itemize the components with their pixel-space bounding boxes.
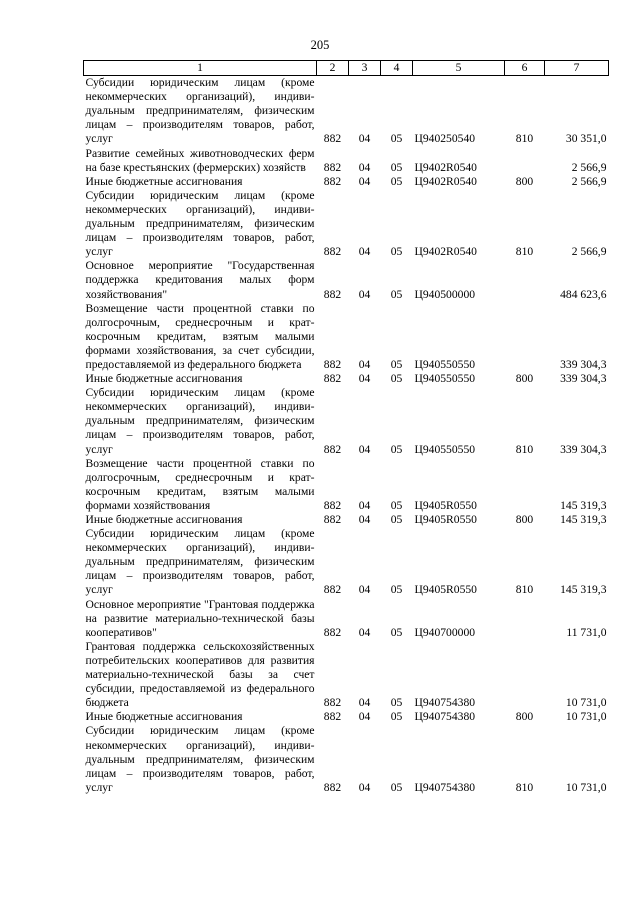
column-header: 1 (84, 61, 317, 76)
table-row (84, 640, 609, 710)
table-body (84, 76, 609, 795)
expense-type-code: 810 (515, 132, 534, 146)
target-article-code: Ц940550550 (414, 357, 476, 371)
item-name: Возмещение части процентной ставки по долгосрочным, среднесрочным и краткосрочным кредитам, взятым малыми формами хозяйствования (85, 456, 315, 512)
expense-type-code (505, 302, 545, 372)
table-row (84, 457, 609, 513)
table-row (84, 147, 609, 175)
target-article-code: Ц940250540 (414, 132, 476, 146)
item-name: Субсидии юридическим лицам (кроме некоммерческих организаций), индивидуальным предпринимателям, физическим лицам – производителям товаров, работ, услуг (85, 76, 315, 146)
section-code: 04 (358, 245, 371, 259)
ministry-code: 882 (323, 245, 342, 259)
subsection-code: 05 (390, 442, 403, 456)
item-name: Иные бюджетные ассигнования (85, 513, 243, 526)
subsection-code: 05 (390, 245, 403, 259)
item-name: Развитие семейных животноводческих ферм на базе крестьянских (фермерских) хозяйств (85, 146, 315, 174)
expense-type-code: 810 (515, 442, 534, 456)
ministry-code: 882 (323, 174, 342, 188)
amount: 2 566,9 (571, 245, 607, 259)
amount: 10 731,0 (565, 696, 607, 710)
item-name: Основное мероприятие "Грантовая поддержка на развитие материально-технической базы кооперативов" (85, 597, 315, 639)
table-row (84, 527, 609, 597)
subsection-code: 05 (390, 780, 403, 794)
table-row (84, 302, 609, 372)
ministry-code: 882 (323, 696, 342, 710)
section-code: 04 (358, 132, 371, 146)
subsection-code: 05 (390, 498, 403, 512)
subsection-code: 05 (390, 513, 403, 526)
target-article-code: Ц9402R0540 (414, 174, 477, 188)
item-name: Иные бюджетные ассигнования (85, 710, 243, 724)
expense-type-code: 810 (515, 780, 534, 794)
ministry-code: 882 (323, 287, 342, 301)
expense-type-code: 800 (515, 174, 534, 188)
amount: 30 351,0 (565, 132, 607, 146)
target-article-code: Ц940754380 (414, 710, 476, 724)
expense-type-code (505, 259, 545, 301)
expense-type-code: 800 (515, 513, 534, 526)
expense-type-code: 800 (515, 372, 534, 386)
ministry-code: 882 (323, 132, 342, 146)
subsection-code: 05 (390, 696, 403, 710)
target-article-code: Ц940550550 (414, 442, 476, 456)
item-name: Иные бюджетные ассигнования (85, 174, 243, 188)
subsection-code: 05 (390, 132, 403, 146)
table-row (84, 76, 609, 147)
expense-type-code (505, 147, 545, 175)
budget-table (83, 60, 609, 795)
table-row (84, 710, 609, 724)
target-article-code: Ц940754380 (414, 780, 476, 794)
table-row (84, 372, 609, 386)
table-row (84, 189, 609, 259)
amount: 11 731,0 (566, 625, 607, 639)
section-code: 04 (358, 372, 371, 386)
amount: 339 304,3 (560, 372, 607, 386)
section-code: 04 (358, 442, 371, 456)
column-header: 5 (413, 61, 505, 76)
item-name: Субсидии юридическим лицам (кроме некоммерческих организаций), индивидуальным предпринимателям, физическим лицам – производителям товаров, работ, услуг (85, 724, 315, 794)
target-article-code: Ц9402R0540 (414, 160, 477, 174)
amount: 145 319,3 (560, 583, 607, 597)
amount: 484 623,6 (560, 287, 607, 301)
subsection-code: 05 (390, 583, 403, 597)
item-name: Возмещение части процентной ставки по долгосрочным, среднесрочным и краткосрочным кредитам, взятым малыми формами хозяйствования, за счет субсидии, предоставляемой из федерального бюджета (85, 301, 315, 371)
ministry-code: 882 (323, 583, 342, 597)
section-code: 04 (358, 160, 371, 174)
table-row (84, 513, 609, 527)
amount: 10 731,0 (565, 710, 607, 724)
column-header: 3 (349, 61, 381, 76)
subsection-code: 05 (390, 710, 403, 724)
ministry-code: 882 (323, 160, 342, 174)
expense-type-code (505, 598, 545, 640)
section-code: 04 (358, 583, 371, 597)
amount: 145 319,3 (560, 513, 607, 526)
table-header-row (84, 61, 609, 76)
table-row (84, 386, 609, 456)
column-header: 6 (505, 61, 545, 76)
expense-type-code (505, 640, 545, 710)
amount: 339 304,3 (560, 442, 607, 456)
amount: 10 731,0 (565, 780, 607, 794)
target-article-code: Ц940550550 (414, 372, 476, 386)
section-code: 04 (358, 513, 371, 526)
column-header: 4 (381, 61, 413, 76)
subsection-code: 05 (390, 357, 403, 371)
item-name: Субсидии юридическим лицам (кроме некоммерческих организаций), индивидуальным предпринимателям, физическим лицам – производителям товаров, работ, услуг (85, 386, 315, 456)
table-row (84, 598, 609, 640)
target-article-code: Ц940700000 (414, 625, 476, 639)
section-code: 04 (358, 287, 371, 301)
ministry-code: 882 (323, 780, 342, 794)
ministry-code: 882 (323, 372, 342, 386)
subsection-code: 05 (390, 625, 403, 639)
ministry-code: 882 (323, 498, 342, 512)
ministry-code: 882 (323, 357, 342, 371)
section-code: 04 (358, 357, 371, 371)
table-row (84, 175, 609, 189)
target-article-code: Ц9402R0540 (414, 245, 477, 259)
target-article-code: Ц940500000 (414, 287, 476, 301)
subsection-code: 05 (390, 174, 403, 188)
amount: 339 304,3 (560, 357, 607, 371)
column-header: 2 (317, 61, 349, 76)
item-name: Субсидии юридическим лицам (кроме некоммерческих организаций), индивидуальным предпринимателям, физическим лицам – производителям товаров, работ, услуг (85, 527, 315, 597)
ministry-code: 882 (323, 442, 342, 456)
expense-type-code (505, 457, 545, 513)
target-article-code: Ц9405R0550 (414, 583, 477, 597)
section-code: 04 (358, 625, 371, 639)
item-name: Грантовая поддержка сельскохозяйственных потребительских кооперативов для развития материально-технической базы за счет субсидии, предоставляемой из федерального бюджета (85, 639, 315, 710)
expense-type-code: 810 (515, 245, 534, 259)
section-code: 04 (358, 498, 371, 512)
item-name: Основное мероприятие "Государственная поддержка кредитования малых форм хозяйствования" (85, 259, 315, 301)
subsection-code: 05 (390, 287, 403, 301)
item-name: Субсидии юридическим лицам (кроме некоммерческих организаций), индивидуальным предпринимателям, физическим лицам – производителям товаров, работ, услуг (85, 188, 315, 259)
ministry-code: 882 (323, 513, 342, 526)
expense-type-code: 800 (515, 710, 534, 724)
target-article-code: Ц9405R0550 (414, 498, 477, 512)
table-row (84, 259, 609, 301)
section-code: 04 (358, 174, 371, 188)
section-code: 04 (358, 780, 371, 794)
target-article-code: Ц9405R0550 (414, 513, 477, 526)
expense-type-code: 810 (515, 583, 534, 597)
amount: 2 566,9 (571, 160, 607, 174)
amount: 2 566,9 (571, 174, 607, 188)
subsection-code: 05 (390, 160, 403, 174)
subsection-code: 05 (390, 372, 403, 386)
column-header: 7 (545, 61, 609, 76)
ministry-code: 882 (323, 710, 342, 724)
page-number: 205 (310, 38, 330, 52)
target-article-code: Ц940754380 (414, 696, 476, 710)
amount: 145 319,3 (560, 498, 607, 512)
item-name: Иные бюджетные ассигнования (85, 372, 243, 386)
ministry-code: 882 (323, 625, 342, 639)
section-code: 04 (358, 696, 371, 710)
section-code: 04 (358, 710, 371, 724)
table-row (84, 724, 609, 794)
